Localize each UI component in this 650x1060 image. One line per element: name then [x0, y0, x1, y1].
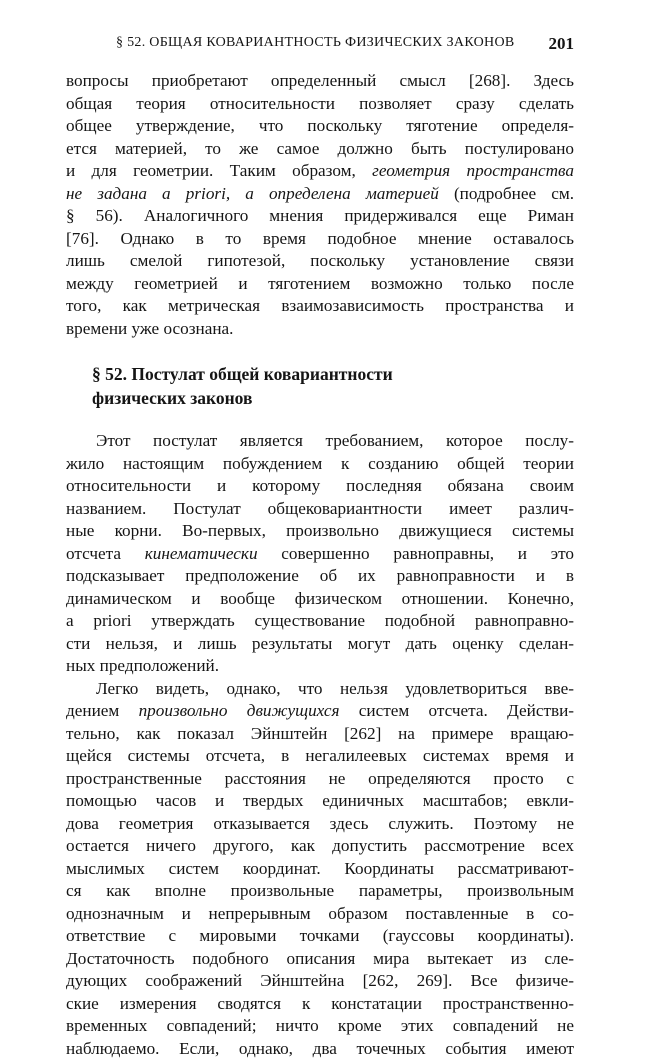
text-line: однозначным и непрерывным образом поставленные в со- — [66, 903, 574, 926]
text-line: подсказывает предположение об их равноправности и в — [66, 565, 574, 588]
text-line: ные корни. Во-первых, произвольно движущиеся системы — [66, 520, 574, 543]
text-line: [76]. Однако в то время подобное мнение оставалось — [66, 228, 574, 251]
text-line: Этот постулат является требованием, которое послу- — [66, 430, 574, 453]
text-line — [66, 183, 574, 206]
running-head — [66, 35, 574, 59]
page-number: 201 — [549, 34, 575, 54]
text-line: ся как вполне произвольные параметры, произвольным — [66, 880, 574, 903]
text-line: того, как метрическая взаимозависимость пространства и — [66, 295, 574, 318]
text-line: временных совпадений; ничто кроме этих совпадений не — [66, 1015, 574, 1038]
text-line: мыслимых систем координат. Координаты рассматривают- — [66, 858, 574, 881]
text-line: Легко видеть, однако, что нельзя удовлетвориться вве- — [66, 678, 574, 701]
text-line: названием. Постулат общековариантности имеет различ- — [66, 498, 574, 521]
text-run: и для геометрии. Таким образом, — [66, 161, 356, 180]
text-line: ответствие с мировыми точками (гауссовы координаты). — [66, 925, 574, 948]
text-line: лишь смелой гипотезой, поскольку установление связи — [66, 250, 574, 273]
text-line: сти нельзя, и лишь результаты могут дать оценку сделан- — [66, 633, 574, 656]
text-line — [66, 700, 574, 723]
text-line: общая теория относительности позволяет сразу сделать — [66, 93, 574, 116]
text-line — [66, 160, 574, 183]
section-heading-line: § 52. Постулат общей ковариантности — [92, 362, 574, 386]
text-line: щейся системы отсчета, в негалилеевых системах время и — [66, 745, 574, 768]
italic-run: произвольно движущихся — [139, 701, 340, 720]
text-run: систем отсчета. Действи- — [359, 701, 574, 720]
text-line: дующих соображений Эйнштейна [262, 269]. Все физиче- — [66, 970, 574, 993]
text-line — [66, 543, 574, 566]
italic-run: геометрия пространства — [372, 161, 574, 180]
text-line: § 56). Аналогичного мнения придерживался еще Риман — [66, 205, 574, 228]
text-line: жило настоящим побуждением к созданию общей теории — [66, 453, 574, 476]
text-run: дением — [66, 701, 119, 720]
text-line: тельно, как показал Эйнштейн [262] на примере вращаю- — [66, 723, 574, 746]
italic-run: кинематически — [145, 544, 258, 563]
text-line: относительности и которому последняя обязана своим — [66, 475, 574, 498]
text-line: ские измерения сводятся к констатации пространственно- — [66, 993, 574, 1016]
text-line: пространственные расстояния не определяются просто с — [66, 768, 574, 791]
paragraph-3 — [66, 678, 574, 1060]
text-line: a priori утверждать существование подобной равноправно- — [66, 610, 574, 633]
text-run: совершенно равноправны, и это — [281, 544, 574, 563]
text-line: ется материей, то же самое должно быть постулировано — [66, 138, 574, 161]
text-line: ных предположений. — [66, 655, 574, 678]
section-heading-line: физических законов — [92, 386, 574, 410]
italic-run: не задана a priori, а определена материей — [66, 184, 439, 203]
text-line: Достаточность подобного описания мира вытекает из сле- — [66, 948, 574, 971]
text-line: динамическом и вообще физическом отношении. Конечно, — [66, 588, 574, 611]
text-line: вопросы приобретают определенный смысл [268]. Здесь — [66, 70, 574, 93]
text-line: общее утверждение, что поскольку тяготение определя- — [66, 115, 574, 138]
text-line: между геометрией и тяготением возможно только после — [66, 273, 574, 296]
text-run: отсчета — [66, 544, 121, 563]
page-body — [66, 70, 574, 1060]
text-run: (подробнее см. — [454, 184, 574, 203]
paragraph-1 — [66, 70, 574, 340]
text-line: времени уже осознана. — [66, 318, 574, 341]
text-line: дова геометрия отказывается здесь служить. Поэтому не — [66, 813, 574, 836]
paragraph-2 — [66, 430, 574, 678]
text-line: наблюдаемо. Если, однако, два точечных события имеют — [66, 1038, 574, 1060]
section-heading — [66, 362, 574, 410]
running-head-title: § 52. ОБЩАЯ КОВАРИАНТНОСТЬ ФИЗИЧЕСКИХ ЗАКОНОВ — [116, 35, 515, 51]
text-line: помощью часов и твердых единичных масштабов; евкли- — [66, 790, 574, 813]
text-line: остается ничего другого, как допустить рассмотрение всех — [66, 835, 574, 858]
